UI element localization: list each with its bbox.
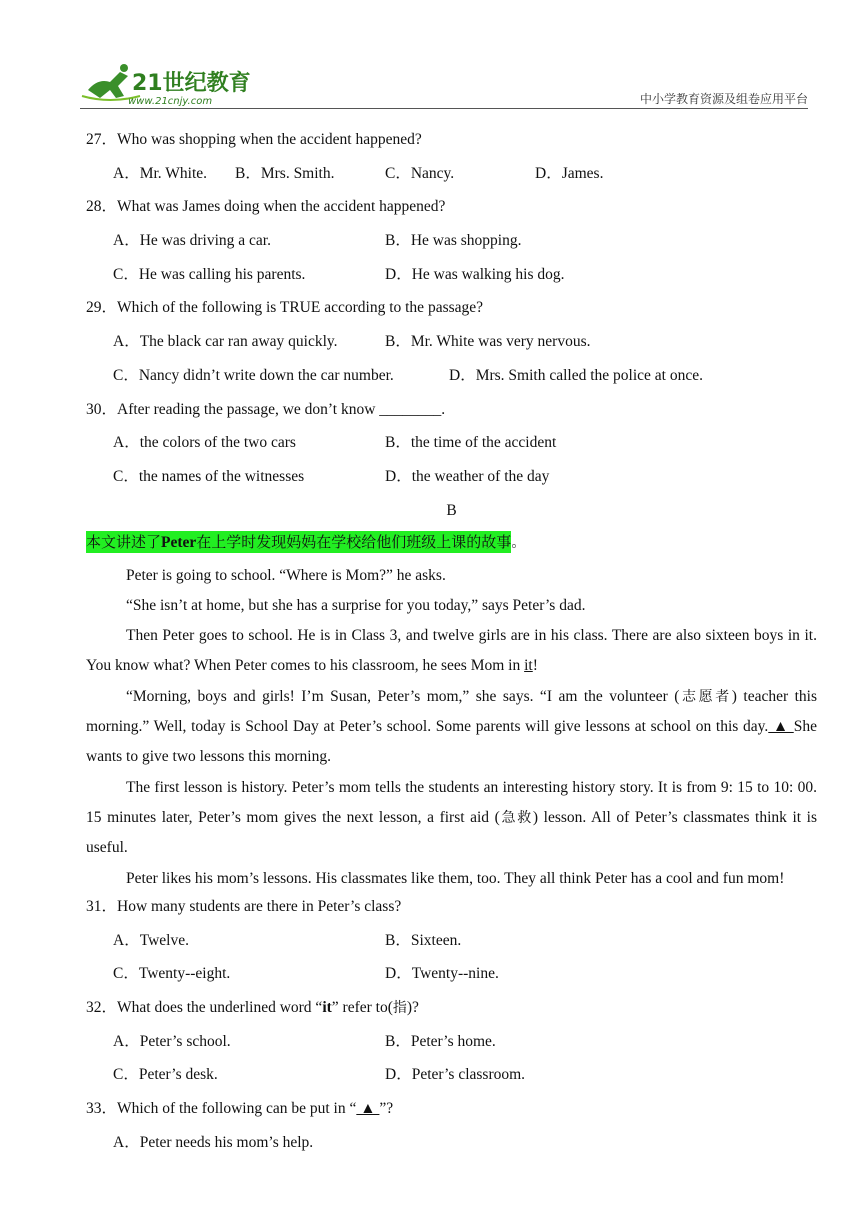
option-c: C．Peter’s desk. [113,1066,218,1084]
question-33-options [86,1130,817,1164]
option-d: D．He was walking his dog. [385,265,565,283]
p4-chinese-gloss: 志愿者 [679,688,732,705]
option-c: C．He was calling his parents. [113,265,306,283]
q33-post: ”? [379,1099,394,1117]
option-a: A．Peter’s school. [113,1032,231,1050]
q32-post: )? [406,998,419,1016]
question-30-options-cd [86,464,817,498]
option-c: C．the names of the witnesses [113,467,305,485]
p3-end: ! [532,657,538,675]
p4-text-a: “Morning, boys and girls! I’m Susan, Peter’s mom,” she says. “I am the volunteer ( [126,687,680,705]
option-d: D．the weather of the day [385,467,550,485]
p5-text-b: ) lesson. All of Peter’s classmates think it is useful. [86,808,818,857]
q32-bold-word: it [322,998,332,1016]
q33-pre: 33．Which of the following can be put in “ [86,1099,357,1117]
passage-paragraph-1: Peter is going to school. “Where is Mom?” he asks. [126,566,446,584]
p4-text-b: ) teacher this morning.” Well, today is School Day at Peter’s school. Some parents will give lessons at school on this day. [86,687,818,736]
summary-post: 在上学时发现妈妈在学校给他们班级上课的故事 [196,532,512,551]
option-b: B．Mrs. Smith. [235,164,335,182]
logo-url: www.21cnjy.com [128,96,213,107]
question-28-options-cd [86,262,817,296]
q32-mid: ” refer to( [331,998,393,1016]
page-header [0,0,860,112]
question-27-options [86,161,817,195]
question-28: 28．What was James doing when the accident happened? [86,198,446,216]
blank-marker: ▲ [356,1099,380,1117]
question-27: 27．Who was shopping when the accident happened? [86,131,422,148]
question-33 [86,1096,817,1130]
highlighted-summary [86,531,511,553]
underlined-word-it: it [524,657,533,675]
blank-marker: ▲ [768,718,794,736]
summary-name: Peter [161,533,197,551]
header-platform-text: 中小学教育资源及组卷应用平台 [639,92,808,106]
question-30-options-ab [86,430,817,464]
option-d: D．James. [535,164,604,182]
option-a: A．Mr. White. [113,164,207,182]
question-29: 29．Which of the following is TRUE according to the passage? [86,299,484,317]
section-b-summary [86,529,817,561]
question-28-options-ab [86,228,817,262]
p3-text: Then Peter goes to school. He is in Class 3, and twelve girls are in his class. There are also sixteen boys in it. You know what? When Peter comes to his classroom, he sees Mom in [86,627,817,675]
question-31-options-cd [86,961,817,995]
q32-chinese: 指 [392,999,407,1016]
option-c: C．Nancy. [385,164,455,182]
option-a: A．the colors of the two cars [113,434,296,452]
q32-pre: 32．What does the underlined word “ [86,998,323,1016]
question-29-options-ab [86,329,817,363]
reading-passage [86,561,817,894]
header-divider [80,108,808,109]
option-b: B．Mr. White was very nervous. [385,333,591,351]
option-b: B．Sixteen. [385,931,462,949]
option-d: D．Mrs. Smith called the police at once. [449,366,703,384]
section-b-heading: B [446,501,457,519]
logo-title: 21世纪教育 [132,71,251,96]
option-b: B．Peter’s home. [385,1032,496,1050]
option-c: C．Twenty--eight. [113,965,231,983]
option-d: D．Twenty--nine. [385,965,499,983]
question-30: 30．After reading the passage, we don’t know ________. [86,400,446,418]
question-32 [86,995,817,1029]
logo-runner-icon [80,60,260,108]
option-b: B．He was shopping. [385,232,522,250]
option-a: A．Peter needs his mom’s help. [113,1133,314,1151]
p5-text-a: The first lesson is history. Peter’s mom tells the students an interesting history story. It is from 9: 15 to 10: 00. 15 minutes later, Peter’s mom gives the next lesson, a first aid ( [86,778,817,826]
question-32-options-cd [86,1062,817,1096]
document-body [86,127,817,1163]
question-32-options-ab [86,1029,817,1063]
option-a: A．He was driving a car. [113,232,271,250]
option-b: B．the time of the accident [385,434,557,452]
passage-paragraph-2: “She isn’t at home, but she has a surprise for you today,” says Peter’s dad. [126,596,586,614]
option-d: D．Peter’s classroom. [385,1066,526,1084]
passage-paragraph-4 [86,682,817,773]
option-c: C．Nancy didn’t write down the car number. [113,366,394,384]
p5-chinese-gloss: 急救 [499,809,533,826]
summary-pre: 本文讲述了 [86,532,162,551]
passage-paragraph-3 [86,621,817,682]
passage-paragraph-6: Peter likes his mom’s lessons. His classmates like them, too. They all think Peter has a cool and fun mom! [126,869,785,887]
option-a: A．The black car ran away quickly. [113,333,338,351]
option-a: A．Twelve. [113,931,189,949]
question-29-options-cd [86,363,817,397]
p4-text-c: She wants to give two lessons this morning. [86,718,817,766]
question-31: 31．How many students are there in Peter’s class? [86,897,402,915]
summary-end: 。 [511,534,526,551]
logo [80,60,260,108]
question-31-options-ab [86,928,817,962]
passage-paragraph-5 [86,773,817,864]
